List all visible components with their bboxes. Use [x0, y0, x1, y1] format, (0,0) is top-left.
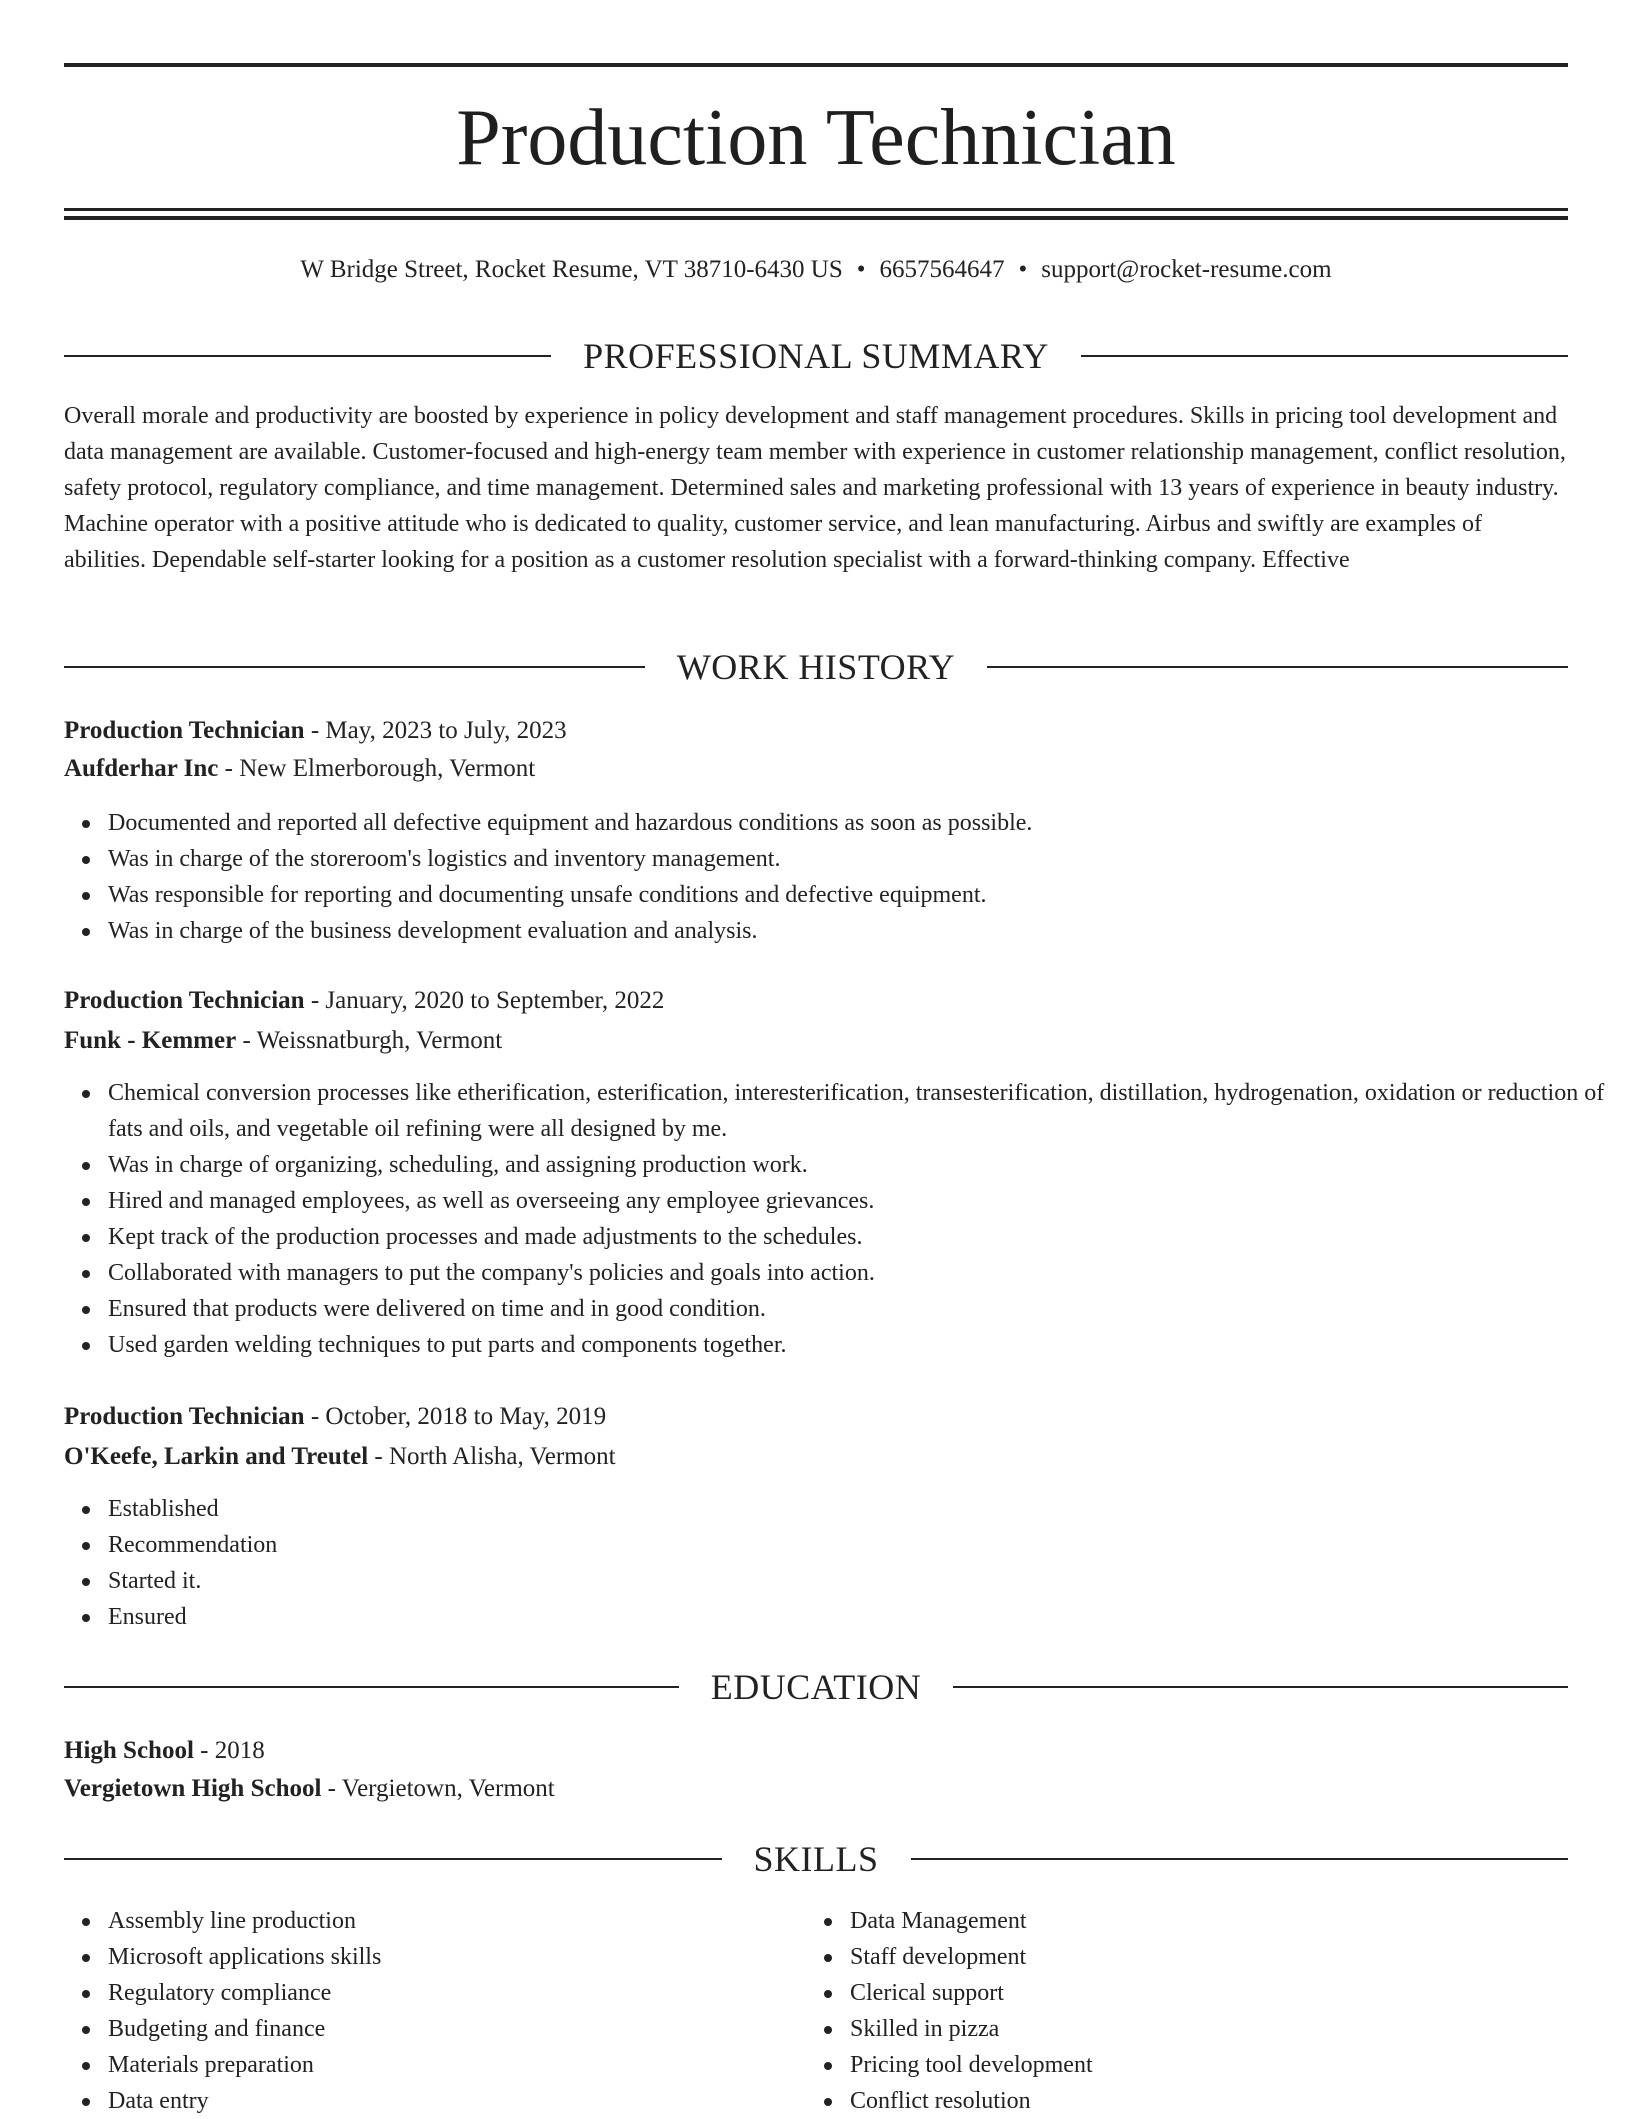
section-rule-left [64, 1858, 722, 1860]
skill-item: Assembly line production [108, 1903, 808, 1939]
job-bullet: Was responsible for reporting and documenting unsafe conditions and defective equipment. [108, 877, 1612, 913]
job-bullets [64, 1491, 1612, 1635]
job-location: - New Elmerborough, Vermont [218, 755, 536, 782]
education-year: - 2018 [193, 1737, 265, 1764]
job-bullet: Recommendation [108, 1527, 1612, 1563]
section-title-work: WORK HISTORY [676, 647, 956, 687]
job-company-line [64, 1023, 502, 1059]
section-title-summary: PROFESSIONAL SUMMARY [583, 336, 1049, 376]
contact-line [64, 252, 1568, 288]
education-school: Vergietown High School [64, 1775, 322, 1802]
job-bullet: Ensured [108, 1599, 1612, 1635]
job-company: Aufderhar Inc [64, 755, 219, 782]
job-bullet: Was in charge of organizing, scheduling, and assigning production work. [108, 1147, 1612, 1183]
job-bullet: Ensured that products were delivered on time and in good condition. [108, 1291, 1612, 1327]
job-bullet: Was in charge of the business development evaluation and analysis. [108, 913, 1612, 949]
section-rule-right [953, 1686, 1568, 1688]
header-rule-upper [64, 208, 1568, 211]
job-bullet: Documented and reported all defective equipment and hazardous conditions as soon as possible. [108, 805, 1612, 841]
job-bullet: Kept track of the production processes and made adjustments to the schedules. [108, 1219, 1612, 1255]
skills-list-left [64, 1903, 808, 2119]
job-bullet: Was in charge of the storeroom's logistics and inventory management. [108, 841, 1612, 877]
section-rule-right [911, 1858, 1569, 1860]
section-header-skills [64, 1837, 1568, 1881]
job-title-line [64, 1399, 606, 1435]
job-location: - Weissnatburgh, Vermont [236, 1027, 503, 1054]
section-rule-left [64, 1686, 679, 1688]
section-header-education [64, 1665, 1568, 1709]
skill-item: Budgeting and finance [108, 2011, 808, 2047]
education-degree: High School [64, 1737, 194, 1764]
skill-item: Regulatory compliance [108, 1975, 808, 2011]
job-company: O'Keefe, Larkin and Treutel [64, 1443, 369, 1470]
job-bullet: Established [108, 1491, 1612, 1527]
section-rule-right [987, 666, 1568, 668]
job-bullet: Started it. [108, 1563, 1612, 1599]
section-rule-right [1081, 355, 1568, 357]
section-rule-left [64, 355, 551, 357]
job-bullet: Used garden welding techniques to put parts and components together. [108, 1327, 1612, 1363]
skills-list-right [806, 1903, 1550, 2119]
skill-item: Data Management [850, 1903, 1550, 1939]
section-header-summary [64, 334, 1568, 378]
contact-separator: • [1018, 256, 1028, 283]
job-bullet: Collaborated with managers to put the company's policies and goals into action. [108, 1255, 1612, 1291]
skill-item: Skilled in pizza [850, 2011, 1550, 2047]
skill-item: Conflict resolution [850, 2083, 1550, 2119]
contact-address: W Bridge Street, Rocket Resume, VT 38710-6430 US [300, 256, 843, 283]
job-title-line [64, 983, 664, 1019]
skill-item: Clerical support [850, 1975, 1550, 2011]
section-title-skills: SKILLS [753, 1839, 879, 1879]
job-location: - North Alisha, Vermont [368, 1443, 616, 1470]
job-title: Production Technician [64, 987, 305, 1014]
job-bullet: Hired and managed employees, as well as overseeing any employee grievances. [108, 1183, 1612, 1219]
job-title: Production Technician [64, 717, 305, 744]
contact-separator: • [856, 256, 866, 283]
skill-item: Pricing tool development [850, 2047, 1550, 2083]
top-rule [64, 63, 1568, 67]
education-school-line [64, 1771, 555, 1807]
job-company-line [64, 751, 535, 787]
skill-item: Staff development [850, 1939, 1550, 1975]
skill-item: Data entry [108, 2083, 808, 2119]
skill-item: Materials preparation [108, 2047, 808, 2083]
job-title: Production Technician [64, 1403, 305, 1430]
candidate-name: Production Technician [456, 94, 1176, 182]
job-dates: - January, 2020 to September, 2022 [304, 987, 665, 1014]
job-title-line [64, 713, 567, 749]
job-bullet: Chemical conversion processes like etherification, esterification, interesterification, transesterification, distillation, hydrogenation, oxidation or reduction of fats and oils, and vegetable oil refining were all designed by me. [108, 1075, 1612, 1147]
contact-email: support@rocket-resume.com [1041, 256, 1332, 283]
job-bullets [64, 1075, 1612, 1363]
job-dates: - October, 2018 to May, 2019 [304, 1403, 607, 1430]
education-degree-line [64, 1733, 265, 1769]
job-bullets [64, 805, 1612, 949]
section-title-education: EDUCATION [710, 1667, 922, 1707]
job-company-line [64, 1439, 616, 1475]
job-company: Funk - Kemmer [64, 1027, 237, 1054]
summary-text: Overall morale and productivity are boosted by experience in policy development and staff management procedures. Skills in pricing tool development and data management are available. Customer-focused and high-energy team member with experience in customer relationship management, conflict resolution, safety protocol, regulatory compliance, and time management. Determined sales and marketing professional with 13 years of experience in beauty industry. Machine operator with a positive attitude who is dedicated to quality, customer service, and lean manufacturing. Airbus and swiftly are examples of abilities. Dependable self-starter looking for a position as a customer resolution specialist with a forward-thinking company. Effective [64, 403, 1566, 573]
section-rule-left [64, 666, 645, 668]
header-rule-lower [64, 216, 1568, 220]
education-location: - Vergietown, Vermont [321, 1775, 555, 1802]
skill-item: Microsoft applications skills [108, 1939, 808, 1975]
section-header-work [64, 645, 1568, 689]
contact-phone: 6657564647 [879, 256, 1005, 283]
job-dates: - May, 2023 to July, 2023 [304, 717, 567, 744]
